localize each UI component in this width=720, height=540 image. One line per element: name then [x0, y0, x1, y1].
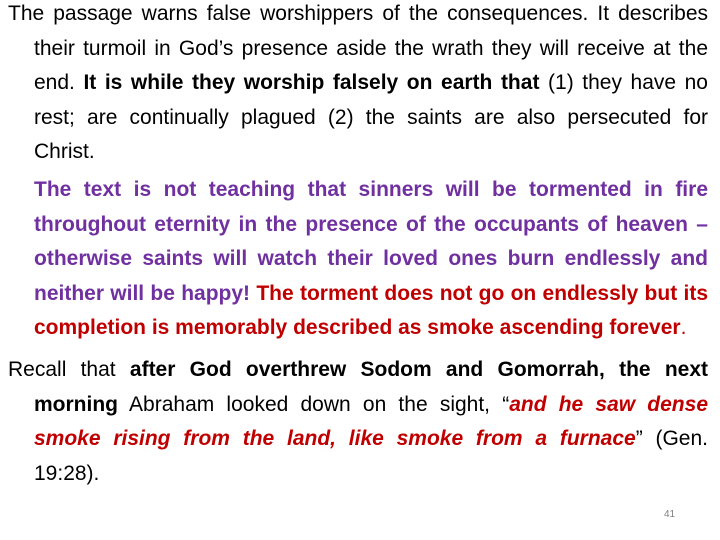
paragraph-torment — [34, 173, 708, 346]
red-period: . — [680, 316, 687, 339]
bold-emphasis: It is while they worship falsely on earth that — [83, 71, 540, 94]
sodom-bold: after God overthrew Sodom and Gomorrah, the next morning — [34, 358, 708, 416]
genesis-quote: and he saw dense smoke rising from the land, like smoke from a furnace — [34, 392, 708, 450]
consequences-list: (1) they have no rest; are continually plagued (2) the saints are also persecuted for Christ. — [34, 71, 708, 163]
abraham-text: Abraham looked down on the sight, “ — [129, 392, 510, 416]
red-statement: The torment does not go on endlessly but its completion is memorably described as smoke ascending forever — [34, 281, 708, 339]
paragraph-consequences — [8, 0, 708, 170]
recall-text: Recall that — [8, 358, 116, 381]
intro-text: The passage warns false worshippers of the consequences. It describes their turmoil in God’s presence aside the wrath they will receive at the end. — [8, 2, 708, 94]
page-number: 41 — [664, 509, 676, 520]
citation: ” (Gen. 19:28). — [34, 427, 708, 485]
paragraph-sodom — [8, 353, 708, 491]
purple-statement: The text is not teaching that sinners will be tormented in fire throughout eternity in the presence of the occupants of heaven –otherwise saints will watch their loved ones burn endlessly and neither will be happy! — [34, 178, 708, 305]
